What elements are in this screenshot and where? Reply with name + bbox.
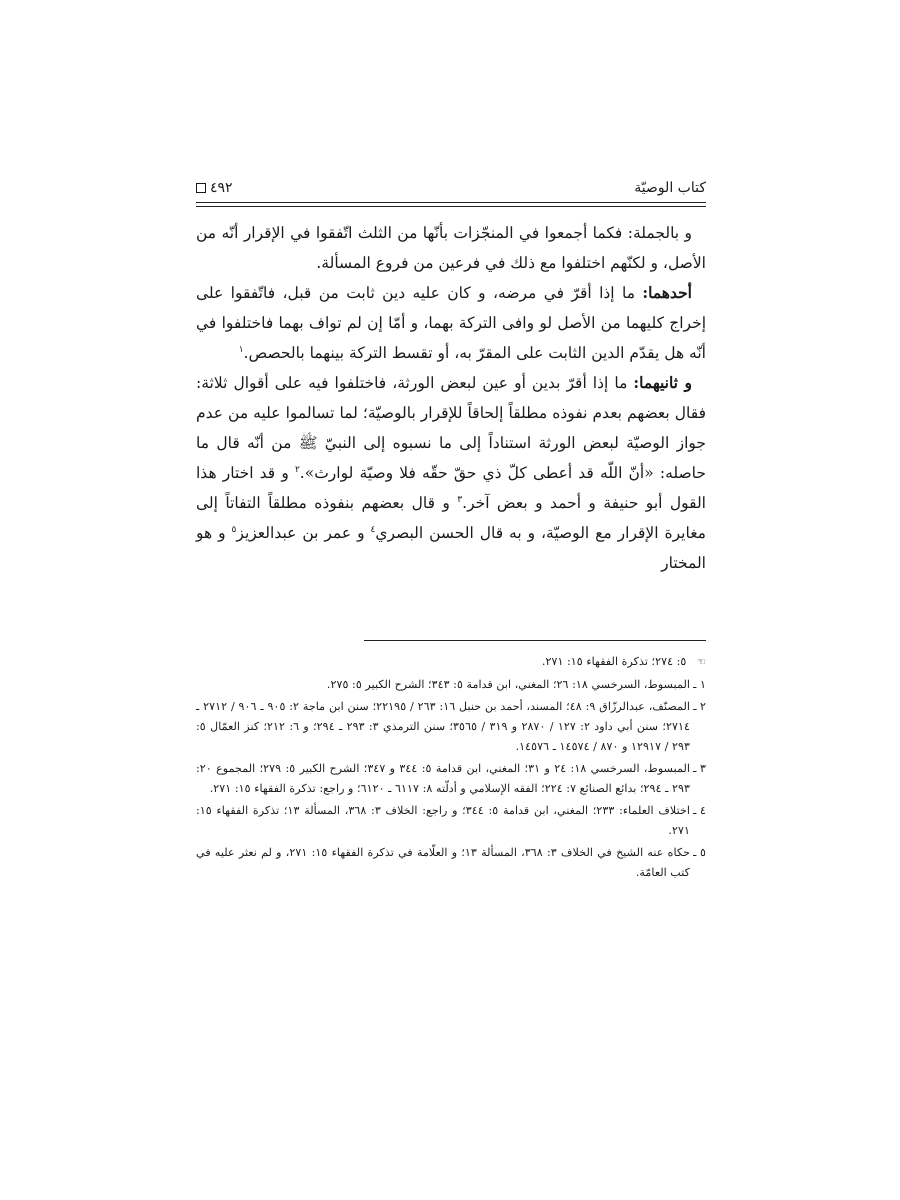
- book-page: [196, 170, 706, 1070]
- header-rule-thin: [196, 206, 706, 207]
- paragraph-3-text-e: و هو المختار: [196, 524, 706, 572]
- footnote-continuation: [196, 652, 706, 673]
- footnote-item: [196, 759, 706, 799]
- running-header: [196, 174, 706, 202]
- footnote-number: ٤ ـ: [693, 804, 706, 817]
- pointing-hand-icon: ☜: [697, 657, 706, 668]
- footnote-ref-5[interactable]: ٥: [231, 524, 237, 535]
- main-text: [196, 218, 706, 578]
- paragraph-3-text-a: ما إذا أقرّ بدين أو عين لبعض الورثة، فاختلفوا فيه على أقوال ثلاثة: فقال بعضهم بعدم نفوذه مطلقاً إلحاقاً للإقرار بالوصيّة؛ لما تسالموا عليه من عدم جواز الوصيّة لبعض الورثة استناداً إلى ما نسبوه إلى النبيّ ﷺ من أنّه قال ما حاصله: «أنّ اللّه قد أعطى كلّ ذي حقّ حقّه فلا وصيّة لوارث».: [196, 374, 706, 482]
- paragraph-3: [196, 368, 706, 578]
- footnote-number: ٣ ـ: [693, 762, 706, 775]
- paragraph-3-text-d: و عمر بن عبدالعزيز: [236, 524, 371, 542]
- footnote-number: ٢ ـ: [693, 700, 707, 713]
- header-rule-thick: [196, 202, 706, 203]
- footnote-text: المبسوط، السرخسي ١٨: ٢٦؛ المغني، ابن قدامة ٥: ٣٤٣؛ الشرح الكبير ٥: ٢٧٥.: [326, 678, 690, 691]
- footnote-continuation-text: ٥: ٢٧٤؛ تذكرة الفقهاء ١٥: ٢٧١.: [541, 655, 690, 668]
- footnote-item: [196, 697, 706, 757]
- footnote-item: [196, 675, 706, 695]
- footnote-text: المبسوط، السرخسي ١٨: ٢٤ و ٣١؛ المغني، ابن قدامة ٥: ٣٤٤ و ٣٤٧؛ الشرح الكبير ٥: ٢٧٩؛ المجموع ٢٠: ٢٩٣ ـ ٢٩٤؛ بدائع الصنائع ٧: ٢٢٤؛ الفقه الإسلامي و أدلّته ٨: ٦١١٧ ـ ٦١٢٠؛ و راجع: تذكرة الفقهاء ١٥: ٢٧١.: [196, 762, 690, 795]
- footnote-text: حكاه عنه الشيخ في الخلاف ٣: ٣٦٨، المسألة ١٣؛ و العلّامة في تذكرة الفقهاء ١٥: ٢٧١، و لم نعثر عليه في كتب العامّة.: [196, 846, 691, 879]
- page-number-block: [196, 180, 233, 196]
- footnote-ref-2[interactable]: ٢: [294, 464, 300, 475]
- paragraph-1: و بالجملة: فكما أجمعوا في المنجّزات بأنّها من الثلث اتّفقوا في الإقرار أنّه من الأصل، و لكنّهم اختلفوا مع ذلك في فرعين من فروع المسألة.: [196, 224, 706, 272]
- footnote-text: المصنّف، عبدالرزّاق ٩: ٤٨؛ المسند، أحمد بن حنبل ١٦: ٢٦٣ / ٢٢١٩٥؛ سنن ابن ماجة ٢: ٩٠٥ ـ ٩٠٦ / ٢٧١٢ ـ ٢٧١٤؛ سنن أبي داود ٢: ١٢٧ / ٢٨٧٠ و ٣١٩ / ٣٥٦٥؛ سنن الترمذي ٣: ٢٩٣ ـ ٢٩٤؛ و ٦: ٢١٢؛ كنز العمّال ٥: ٢٩٣ / ١٢٩١٧ و ٨٧٠ / ١٤٥٧٤ ـ ١٤٥٧٦.: [196, 700, 691, 753]
- footnote-separator: [364, 640, 706, 641]
- footnote-item: [196, 843, 706, 883]
- footnote-text: اختلاف العلماء: ٢٣٣؛ المغني، ابن قدامة ٥: ٣٤٤؛ و راجع: الخلاف ٣: ٣٦٨، المسألة ١٣؛ تذكرة الفقهاء ١٥: ٢٧١.: [196, 804, 690, 837]
- footnote-item: [196, 801, 706, 841]
- footnote-number: ٥ ـ: [693, 846, 707, 859]
- footnote-number: ١ ـ: [693, 678, 706, 691]
- paragraph-3-text-b: و قد اختار هذا القول أبو حنيفة و أحمد و بعض آخر.: [196, 464, 706, 512]
- paragraph-3-text-c: و قال بعضهم بنفوذه مطلقاً التفاتاً إلى مغايرة الإقرار مع الوصيّة، و به قال الحسن البصري: [196, 494, 706, 542]
- footnote-ref-1[interactable]: ١: [238, 344, 244, 355]
- paragraph-2-lead: أحدهما:: [642, 283, 692, 302]
- footnote-ref-3[interactable]: ٣: [457, 494, 463, 505]
- footnotes: [196, 652, 706, 885]
- footnote-ref-4[interactable]: ٤: [370, 524, 376, 535]
- square-icon: [196, 183, 206, 193]
- page-number: ٤٩٢: [210, 180, 233, 196]
- paragraph-2: [196, 278, 706, 368]
- paragraph-2-text: ما إذا أقرّ في مرضه، و كان عليه دين ثابت من قبل، فاتّفقوا على إخراج كليهما من الأصل لو وافى التركة بهما، و أمّا إن لم تواف بهما فاختلفوا في أنّه هل يقدّم الدين الثابت على المقرّ به، أو تقسط التركة بينهما بالحصص.: [196, 284, 706, 362]
- paragraph-3-lead: و ثانيهما:: [633, 373, 692, 392]
- book-title: كتاب الوصيّة: [634, 180, 706, 196]
